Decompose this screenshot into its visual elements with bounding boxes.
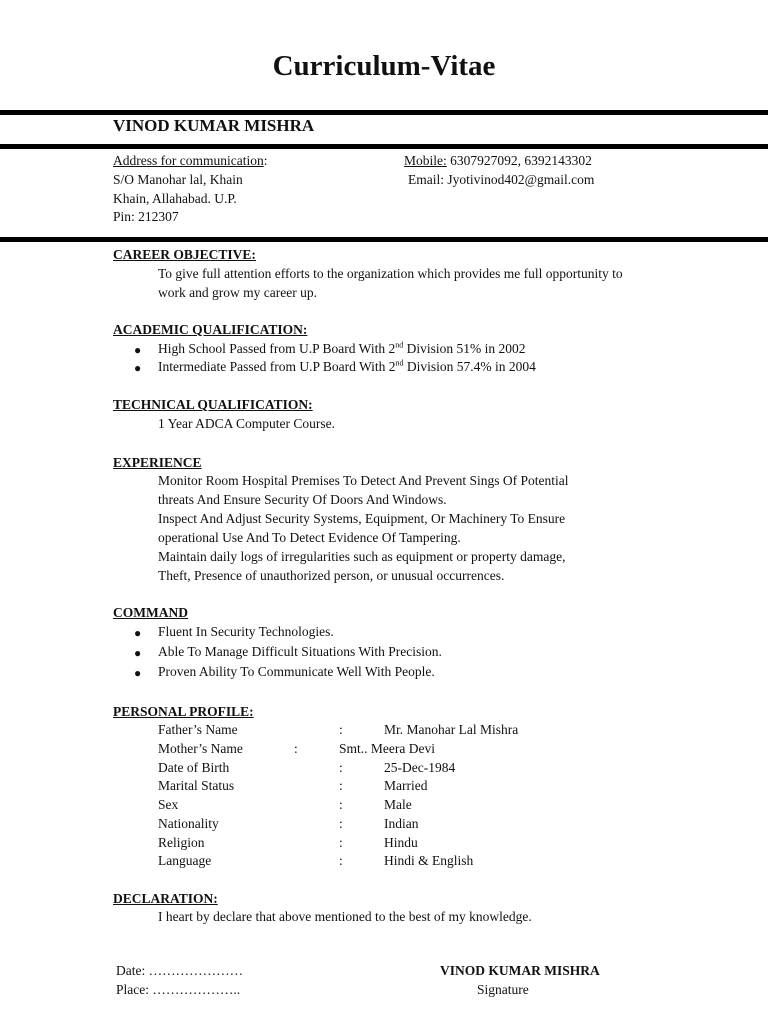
address-line-3: Pin: 212307 xyxy=(113,209,179,224)
profile-colon: : xyxy=(294,741,298,756)
academic-item xyxy=(158,358,536,377)
bullet-icon: ● xyxy=(134,626,142,640)
academic-item-text-end: Division 51% in 2002 xyxy=(403,341,526,356)
page-title: Curriculum-Vitae xyxy=(272,50,496,82)
profile-value: 25-Dec-1984 xyxy=(384,760,456,775)
profile-value: Indian xyxy=(384,816,419,831)
email-line: Email: Jyotivinod402@gmail.com xyxy=(408,172,595,187)
top-rule xyxy=(0,110,768,115)
contact-rule xyxy=(0,237,768,242)
place-field: Place: ……………….. xyxy=(116,982,241,997)
experience-line-6: Theft, Presence of unauthorized person, or unusual occurrences. xyxy=(158,568,505,583)
profile-colon: : xyxy=(339,778,343,793)
mobile-label: Mobile: xyxy=(404,153,447,168)
experience-line-2: threats And Ensure Security Of Doors And Windows. xyxy=(158,492,447,507)
academic-item-sup: nd xyxy=(395,358,404,368)
experience-line-4: operational Use And To Detect Evidence Of Tampering. xyxy=(158,530,461,545)
address-line-1: S/O Manohar lal, Khain xyxy=(113,172,243,187)
technical-line: 1 Year ADCA Computer Course. xyxy=(158,416,336,431)
bullet-icon: ● xyxy=(134,343,142,357)
profile-value: Male xyxy=(384,797,412,812)
command-heading: COMMAND xyxy=(113,605,188,620)
academic-item-text: Intermediate Passed from U.P Board With 2 xyxy=(158,359,396,374)
signature-name: VINOD KUMAR MISHRA xyxy=(440,963,600,978)
career-objective-line-2: work and grow my career up. xyxy=(158,285,317,300)
profile-value: Married xyxy=(384,778,428,793)
command-item: Proven Ability To Communicate Well With People. xyxy=(158,664,435,679)
address-line-2: Khain, Allahabad. U.P. xyxy=(113,191,237,206)
technical-heading: TECHNICAL QUALIFICATION: xyxy=(113,397,313,412)
profile-label: Marital Status xyxy=(158,778,235,793)
bullet-icon: ● xyxy=(134,646,142,660)
command-item: Fluent In Security Technologies. xyxy=(158,624,334,639)
profile-colon: : xyxy=(339,760,343,775)
academic-item-text: High School Passed from U.P Board With 2 xyxy=(158,341,396,356)
profile-value: Hindi & English xyxy=(384,853,474,868)
command-item: Able To Manage Difficult Situations With Precision. xyxy=(158,644,442,659)
profile-label: Religion xyxy=(158,835,205,850)
address-label-line xyxy=(113,152,267,171)
career-objective-line-1: To give full attention efforts to the organization which provides me full opportunity to xyxy=(158,266,623,281)
signature-label: Signature xyxy=(477,982,529,997)
profile-value: Hindu xyxy=(384,835,418,850)
profile-colon: : xyxy=(339,835,343,850)
academic-item-text-end: Division 57.4% in 2004 xyxy=(403,359,536,374)
profile-colon: : xyxy=(339,816,343,831)
bullet-icon: ● xyxy=(134,361,142,375)
mobile-line xyxy=(404,152,592,171)
date-field: Date: ………………… xyxy=(116,963,244,978)
profile-label: Nationality xyxy=(158,816,219,831)
profile-colon: : xyxy=(339,853,343,868)
profile-label: Language xyxy=(158,853,212,868)
academic-item-sup: nd xyxy=(395,340,404,350)
declaration-heading: DECLARATION: xyxy=(113,891,218,906)
candidate-name: VINOD KUMAR MISHRA xyxy=(113,116,315,135)
profile-label: Date of Birth xyxy=(158,760,230,775)
mobile-value: 6307927092, 6392143302 xyxy=(446,153,592,168)
profile-label: Father’s Name xyxy=(158,722,238,737)
declaration-text: I heart by declare that above mentioned to the best of my knowledge. xyxy=(158,909,532,924)
experience-line-1: Monitor Room Hospital Premises To Detect And Prevent Sings Of Potential xyxy=(158,473,569,488)
profile-label: Sex xyxy=(158,797,179,812)
name-rule xyxy=(0,144,768,149)
profile-colon: : xyxy=(339,797,343,812)
profile-label: Mother’s Name xyxy=(158,741,243,756)
bullet-icon: ● xyxy=(134,666,142,680)
profile-value: Smt.. Meera Devi xyxy=(339,741,435,756)
academic-item xyxy=(158,340,525,359)
experience-line-3: Inspect And Adjust Security Systems, Equipment, Or Machinery To Ensure xyxy=(158,511,566,526)
academic-heading: ACADEMIC QUALIFICATION: xyxy=(113,322,308,337)
career-objective-heading: CAREER OBJECTIVE: xyxy=(113,247,256,262)
experience-line-5: Maintain daily logs of irregularities such as equipment or property damage, xyxy=(158,549,566,564)
address-colon: : xyxy=(263,153,268,168)
profile-colon: : xyxy=(339,722,343,737)
profile-value: Mr. Manohar Lal Mishra xyxy=(384,722,519,737)
experience-heading: EXPERIENCE xyxy=(113,455,202,470)
address-label: Address for communication xyxy=(113,153,264,168)
personal-profile-heading: PERSONAL PROFILE: xyxy=(113,704,254,719)
